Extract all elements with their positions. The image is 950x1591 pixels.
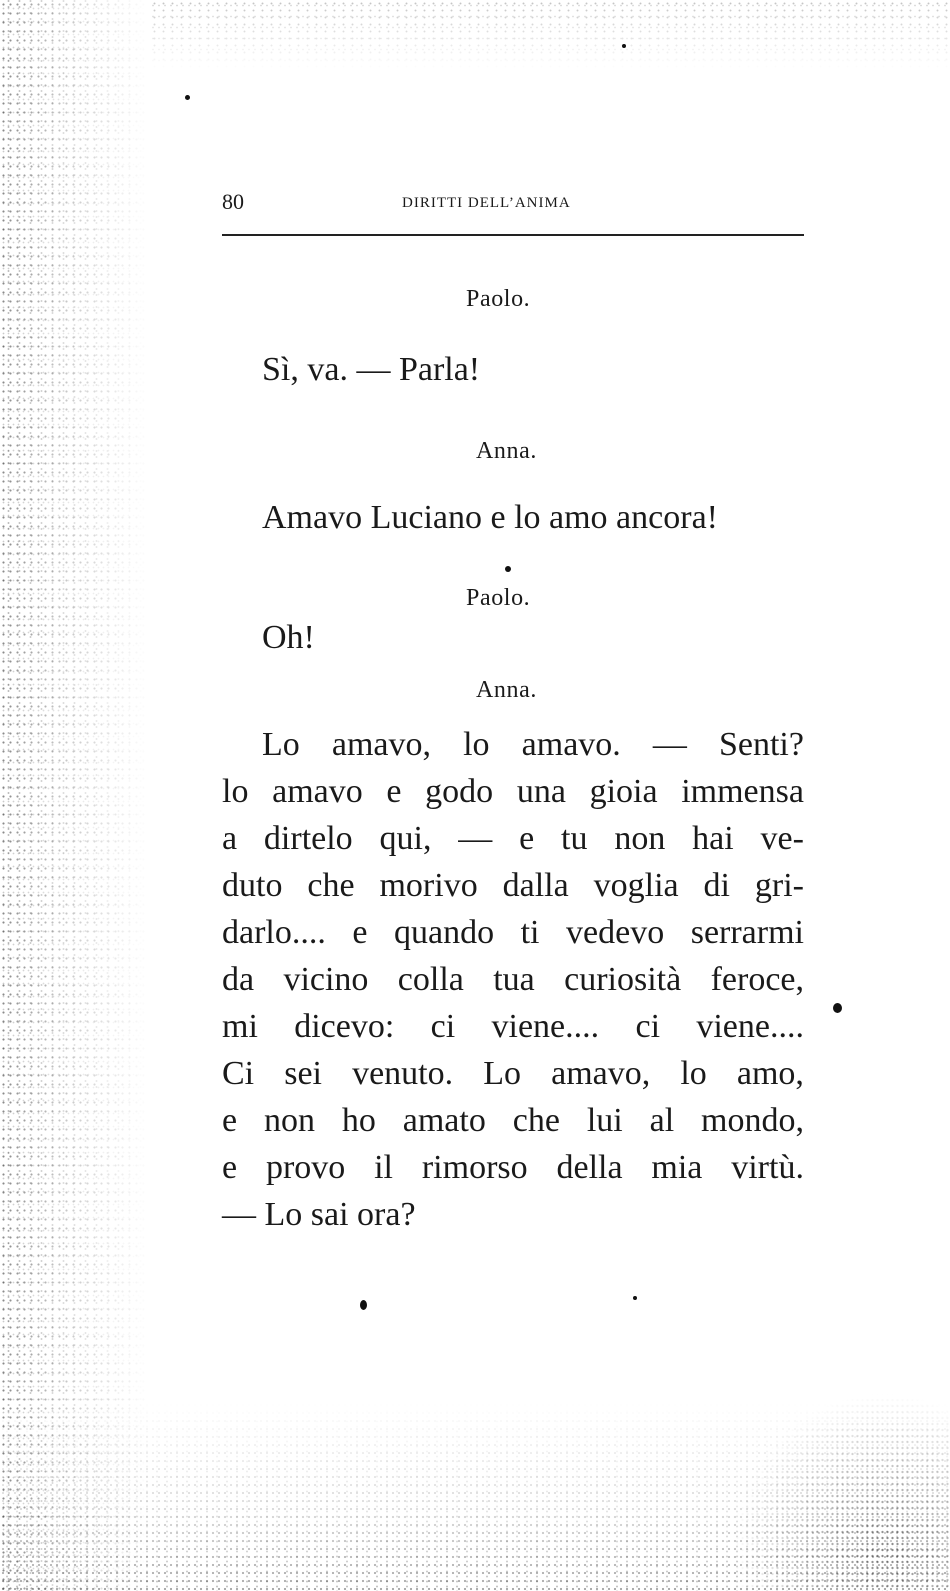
word: ti [520, 914, 540, 951]
word: e [222, 1149, 238, 1186]
paragraph-line [222, 1145, 804, 1191]
word: quando [393, 914, 495, 951]
word: darlo.... [222, 914, 326, 951]
word: da [222, 961, 255, 998]
word: provo [265, 1149, 346, 1186]
word: il [374, 1149, 394, 1186]
word: al [649, 1102, 675, 1139]
word: dalla [502, 867, 569, 904]
word: e [222, 1102, 238, 1139]
word: lo [463, 726, 490, 763]
scan-noise-corner [730, 1391, 950, 1591]
word: curiosità [564, 961, 682, 998]
word: viene.... [491, 1008, 600, 1045]
ink-speck [505, 566, 511, 572]
word: ve- [760, 820, 804, 857]
word: amavo, [331, 726, 432, 763]
word: che [512, 1102, 560, 1139]
word: vedevo [566, 914, 665, 951]
word: qui, [379, 820, 432, 857]
word: virtù. [731, 1149, 804, 1186]
speaker-label: Anna. [476, 677, 537, 703]
word: gri- [754, 867, 804, 904]
word: di [703, 867, 730, 904]
word: Ci [222, 1055, 255, 1092]
word: dirtelo [263, 820, 353, 857]
word: mia [651, 1149, 703, 1186]
ink-speck [185, 95, 190, 100]
speaker-label: Paolo. [466, 286, 531, 312]
paragraph-line [222, 957, 804, 1003]
word: sei [284, 1055, 322, 1092]
word: lui [586, 1102, 623, 1139]
word: gioia [589, 773, 658, 810]
word: ci [635, 1008, 661, 1045]
word: mi [222, 1008, 258, 1045]
word: mondo, [701, 1102, 804, 1139]
speaker-label: Paolo. [466, 585, 531, 611]
word: e [352, 914, 368, 951]
word: tua [493, 961, 535, 998]
word: — [458, 820, 493, 857]
word: non [614, 820, 666, 857]
word: colla [397, 961, 464, 998]
paragraph-line-last: — Lo sai ora? [222, 1196, 416, 1233]
word: vicino [283, 961, 369, 998]
ink-speck [633, 1296, 637, 1300]
header-rule [222, 234, 804, 236]
word: a [222, 820, 238, 857]
word: lo [222, 773, 249, 810]
page-number: 80 [222, 189, 244, 214]
paragraph-line [222, 1051, 804, 1097]
paragraph-line [262, 722, 804, 768]
word: Lo [483, 1055, 522, 1092]
word: dicevo: [294, 1008, 395, 1045]
word: Lo [262, 726, 300, 763]
word: lo [680, 1055, 707, 1092]
word: della [556, 1149, 623, 1186]
dialogue-line: Amavo Luciano e lo amo ancora! [262, 499, 718, 536]
word: viene.... [696, 1008, 804, 1045]
running-title: DIRITTI DELL’ANIMA [402, 195, 571, 211]
word: serrarmi [690, 914, 804, 951]
word: feroce, [710, 961, 804, 998]
word: venuto. [352, 1055, 454, 1092]
word: e [386, 773, 402, 810]
word: amo, [736, 1055, 804, 1092]
word: rimorso [421, 1149, 528, 1186]
paragraph-line [222, 863, 804, 909]
ink-speck [360, 1300, 367, 1310]
word: amavo, [551, 1055, 651, 1092]
paragraph-line [222, 816, 804, 862]
word: hai [692, 820, 734, 857]
word: una [516, 773, 566, 810]
word: tu [561, 820, 588, 857]
dialogue-line: Oh! [262, 619, 315, 656]
dialogue-line: Sì, va. — Parla! [262, 351, 481, 388]
ink-speck [833, 1003, 842, 1013]
word: e [519, 820, 535, 857]
scan-noise-top [150, 0, 950, 70]
word: ho [341, 1102, 376, 1139]
word: voglia [593, 867, 679, 904]
word: immensa [681, 773, 804, 810]
paragraph-line [222, 1004, 804, 1050]
word: godo [425, 773, 494, 810]
word: — [652, 726, 687, 763]
paragraph-line [222, 1098, 804, 1144]
paragraph-line [222, 769, 804, 815]
word: amavo. [521, 726, 621, 763]
word: ci [430, 1008, 456, 1045]
word: che [307, 867, 355, 904]
word: amato [402, 1102, 486, 1139]
word: duto [222, 867, 283, 904]
word: amavo [272, 773, 363, 810]
word: non [263, 1102, 315, 1139]
ink-speck [622, 44, 626, 48]
paragraph-line [222, 910, 804, 956]
speaker-label: Anna. [476, 438, 537, 464]
word: morivo [379, 867, 478, 904]
word: Senti? [718, 726, 804, 763]
scan-noise-left [0, 0, 150, 1591]
